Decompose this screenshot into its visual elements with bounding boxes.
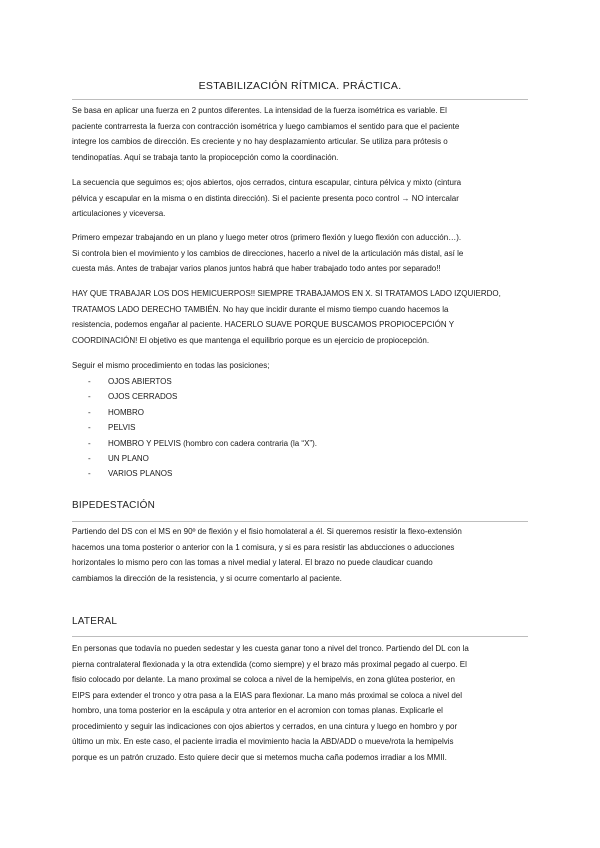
positions-intro — [72, 358, 530, 374]
list-bullet: - — [88, 423, 91, 433]
text-line: cambiamos la dirección de la resistencia, y si ocurre comentarlo al paciente. — [72, 573, 342, 583]
list-item-label: PELVIS — [108, 423, 136, 433]
text-line: articulaciones y viceversa. — [72, 209, 166, 218]
list-item — [88, 374, 317, 389]
text-line: hacemos una toma posterior o anterior con la 1 comisura, y si es para resistir las abducciones o aducciones — [72, 542, 455, 552]
positions-list — [88, 374, 317, 482]
list-item-label: HOMBRO Y PELVIS (hombro con cadera contraria (la “X”). — [108, 438, 317, 448]
text-line: cuesta más. Antes de trabajar varios planos juntos habrá que haber trabajado todo antes por separado!! — [72, 264, 441, 273]
text-line: procedimiento y seguir las indicaciones con ojos abiertos y cerrados, en una cintura y luego en hombro y por — [72, 721, 458, 731]
list-bullet: - — [88, 453, 91, 463]
text-line: Se basa en aplicar una fuerza en 2 puntos diferentes. La intensidad de la fuerza isométrica es variable. El — [72, 106, 447, 115]
text-line: resistencia, podemos engañar al paciente. HACERLO SUAVE PORQUE BUSCAMOS PROPIOCEPCIÓN Y — [72, 320, 455, 329]
text-line: En personas que todavía no pueden sedestar y les cuesta ganar tono a nivel del tronco. Partiendo del DL con la — [72, 644, 469, 653]
list-bullet: - — [88, 407, 91, 417]
list-item-label: VARIOS PLANOS — [108, 469, 173, 479]
list-item-label: HOMBRO — [108, 407, 144, 417]
text-line: La secuencia que seguimos es; ojos abiertos, ojos cerrados, cintura escapular, cintura pélvica y mixto (cintura — [72, 178, 462, 187]
text-line: hombro, una toma posterior en la escápula y otra anterior en el acromion con tomas planas. Explicarle el — [72, 706, 443, 715]
section-divider — [72, 636, 528, 637]
text-line: pierna contralateral flexionada y la otra extendida (como siempre) y el brazo más proximal pegado al cuerpo. El — [72, 659, 467, 669]
bipedestacion-paragraph — [72, 524, 530, 586]
list-item — [88, 389, 317, 404]
section-heading-lateral: LATERAL — [72, 616, 118, 627]
list-bullet: - — [88, 377, 91, 386]
lateral-paragraph — [72, 641, 530, 765]
planes-paragraph — [72, 230, 530, 277]
text-line: último un mix. En este caso, el paciente irradia el movimiento hacia la ABD/ADD o mueve/rota la hemipelvis — [72, 737, 454, 746]
list-item — [88, 420, 317, 435]
sequence-paragraph — [72, 175, 530, 222]
text-line: HAY QUE TRABAJAR LOS DOS HEMICUERPOS!! SIEMPRE TRABAJAMOS EN X. SI TRATAMOS LADO IZQUIERDO, — [72, 289, 501, 298]
text-line: tendinopatías. Aquí se trabaja tanto la propiocepción como la coordinación. — [72, 152, 339, 162]
text-line: porque es un patrón cruzado. Esto quiere decir que si metemos mucha caña podemos irradiar a los MMII. — [72, 752, 447, 762]
list-item-label: OJOS ABIERTOS — [108, 377, 172, 386]
list-item — [88, 405, 317, 420]
text-line: fisio colocado por delante. La mano proximal se coloca a nivel de la hemipelvis, en zona glútea posterior, en — [72, 675, 455, 684]
text-line: horizontales lo mismo pero con las tomas a nivel medial y lateral. El brazo no puede claudicar cuando — [72, 558, 433, 567]
list-item — [88, 466, 317, 481]
list-item-label: UN PLANO — [108, 453, 149, 463]
title-divider — [72, 99, 528, 100]
text-line: pélvica y escapular en la misma o en distinta dirección). Si el paciente presenta poco control → NO intercalar — [72, 193, 459, 203]
list-item-label: OJOS CERRADOS — [108, 392, 178, 402]
list-bullet: - — [88, 438, 91, 448]
text-line: TRATAMOS LADO DERECHO TAMBIÉN. No hay que incidir durante el mismo tiempo cuando hacemos la — [72, 304, 449, 314]
hemibody-paragraph — [72, 286, 530, 348]
text-line: Primero empezar trabajando en un plano y luego meter otros (primero flexión y luego flexión con aducción…). — [72, 233, 462, 242]
text-line: integre los cambios de dirección. Es creciente y no hay desplazamiento articular. Se utiliza para prótesis o — [72, 137, 448, 146]
text-line: Seguir el mismo procedimiento en todas las posiciones; — [72, 361, 270, 370]
section-divider — [72, 521, 528, 522]
list-bullet: - — [88, 392, 91, 402]
list-item — [88, 451, 317, 466]
intro-paragraph — [72, 103, 530, 165]
list-bullet: - — [88, 469, 91, 479]
text-line: Partiendo del DS con el MS en 90º de flexión y el fisio homolateral a él. Si queremos resistir la flexo-extensión — [72, 527, 462, 536]
text-line: paciente contrarresta la fuerza con contracción isométrica y luego cambiamos el sentido para que el paciente — [72, 121, 460, 131]
text-line: EIPS para extender el tronco y otra pasa a la EIAS para flexionar. La mano más proximal se coloca a nivel del — [72, 690, 462, 700]
text-line: COORDINACIÓN! El objetivo es que mantenga el equilibrio porque es un ejercicio de propiocepción. — [72, 335, 430, 345]
text-line: Si controla bien el movimiento y los cambios de direcciones, hacerlo a nivel de la articulación más distal, así le — [72, 248, 464, 258]
list-item — [88, 436, 317, 451]
section-heading-bipedestacion: BIPEDESTACIÓN — [72, 500, 155, 511]
document-title: ESTABILIZACIÓN RÍTMICA. PRÁCTICA. — [198, 80, 402, 92]
